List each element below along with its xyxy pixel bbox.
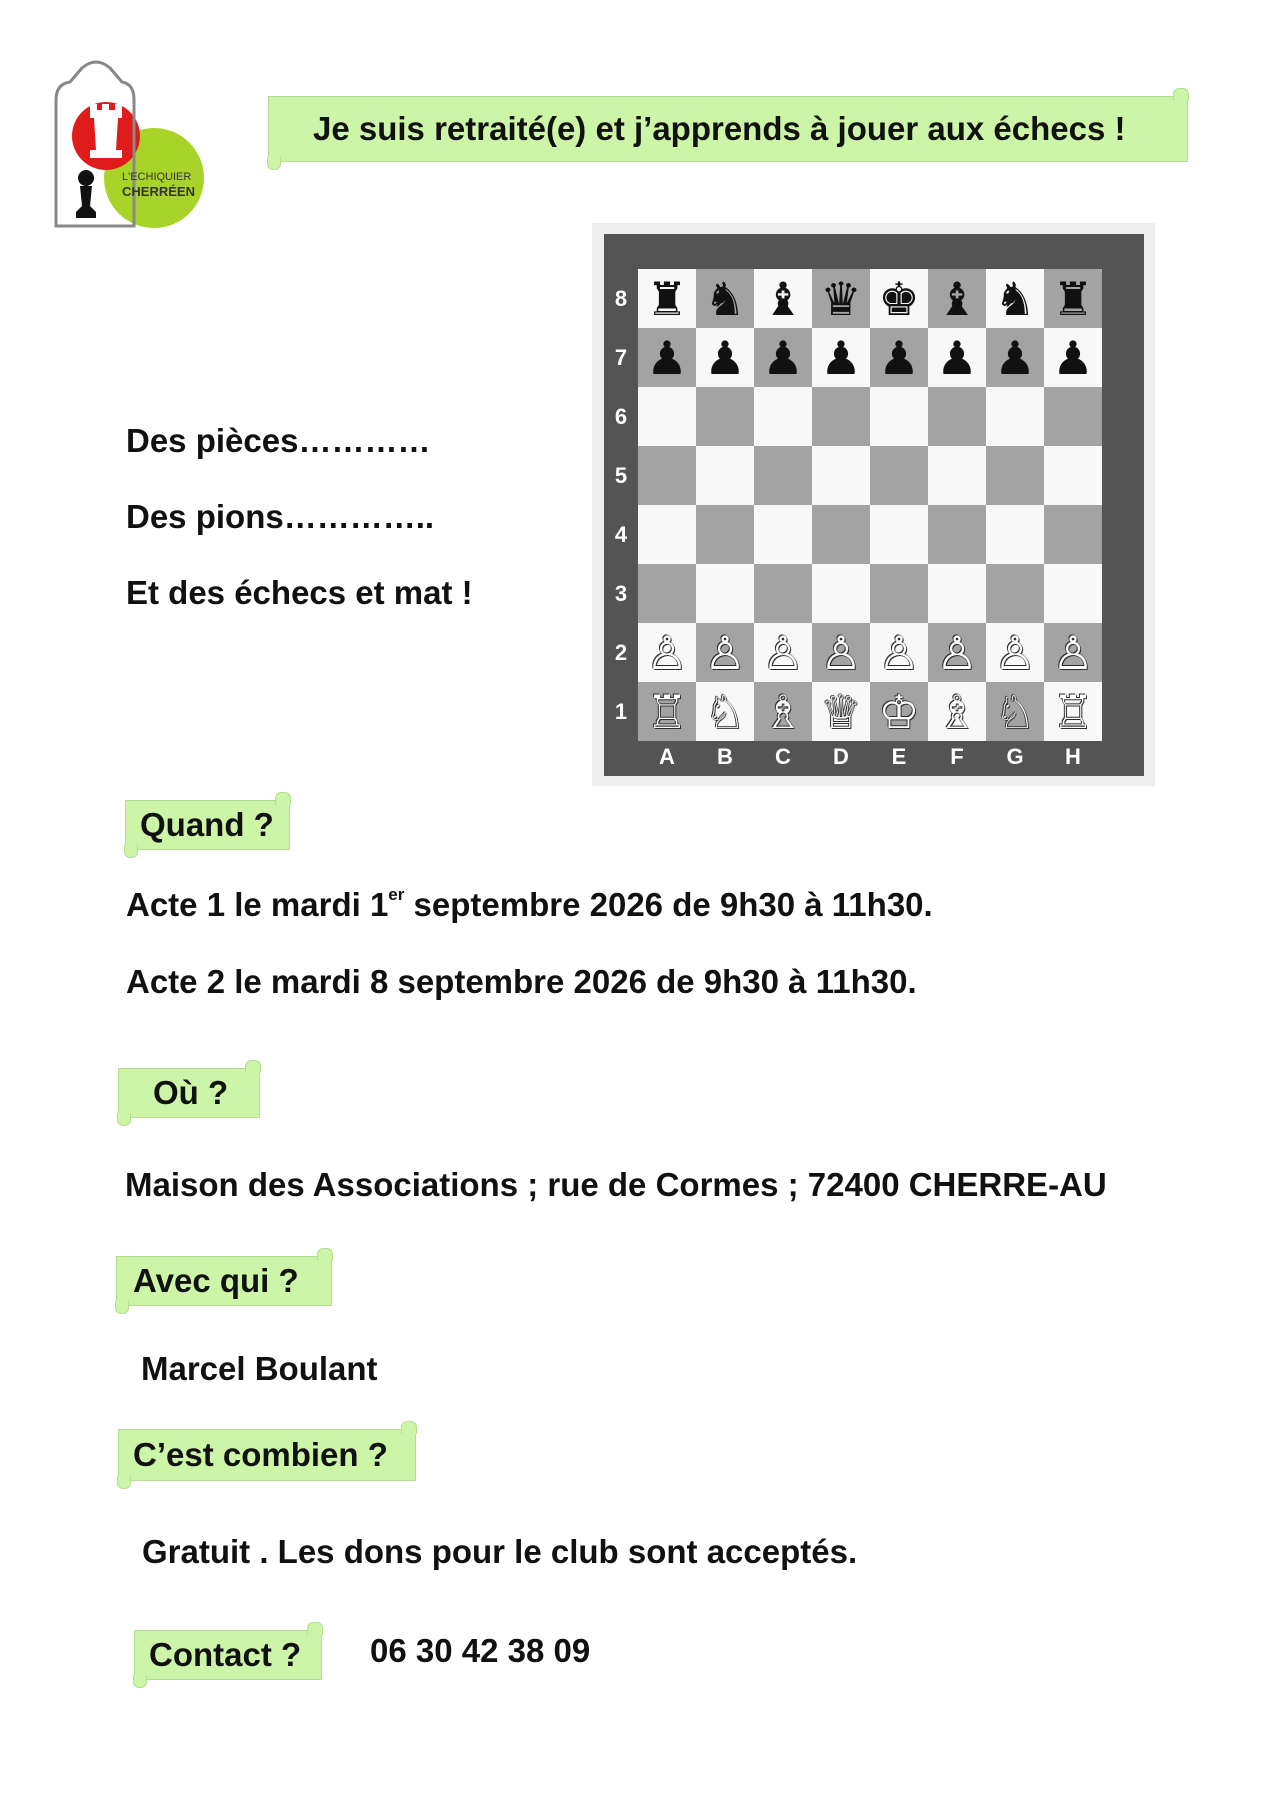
session-1-text <box>126 885 933 923</box>
square-a8: ♜ <box>638 269 696 328</box>
square-a2: ♙ <box>638 623 696 682</box>
square-d8: ♛ <box>812 269 870 328</box>
square-g6 <box>986 387 1044 446</box>
square-d3 <box>812 564 870 623</box>
rank-label-2: 2 <box>614 640 628 665</box>
square-b6 <box>696 387 754 446</box>
square-d2: ♙ <box>812 623 870 682</box>
headline-banner <box>268 96 1188 162</box>
file-label-e: E <box>891 744 907 769</box>
square-d6 <box>812 387 870 446</box>
contact-banner <box>134 1630 322 1680</box>
square-e3 <box>870 564 928 623</box>
file-label-a: A <box>659 744 675 769</box>
square-b5 <box>696 446 754 505</box>
when-banner <box>125 800 290 850</box>
rank-label-5: 5 <box>614 463 628 488</box>
address-text: Maison des Associations ; rue de Cormes ; 72400 CHERRE-AU <box>125 1166 1107 1203</box>
square-f5 <box>928 446 986 505</box>
square-h3 <box>1044 564 1102 623</box>
square-c7: ♟ <box>754 328 812 387</box>
square-f1: ♗ <box>928 682 986 741</box>
rank-label-6: 6 <box>614 404 628 429</box>
contact-label: Contact ? <box>149 1636 302 1673</box>
headline-text: Je suis retraité(e) et j’apprends à jouer aux échecs ! <box>313 110 1126 147</box>
square-d1: ♕ <box>812 682 870 741</box>
square-f8: ♝ <box>928 269 986 328</box>
square-e5 <box>870 446 928 505</box>
square-g4 <box>986 505 1044 564</box>
square-b4 <box>696 505 754 564</box>
square-c3 <box>754 564 812 623</box>
square-h7: ♟ <box>1044 328 1102 387</box>
square-b2: ♙ <box>696 623 754 682</box>
square-g7: ♟ <box>986 328 1044 387</box>
square-c8: ♝ <box>754 269 812 328</box>
logo-emblem <box>52 60 212 240</box>
intro-line-mat: Et des échecs et mat ! <box>126 574 473 611</box>
square-g8: ♞ <box>986 269 1044 328</box>
intro-line-pieces: Des pièces………… <box>126 422 431 459</box>
logo-text-line2: CHERRÉEN <box>122 184 195 199</box>
square-a5 <box>638 446 696 505</box>
with-label: Avec qui ? <box>133 1262 299 1299</box>
contact-phone: 06 30 42 38 09 <box>370 1632 591 1669</box>
square-a4 <box>638 505 696 564</box>
file-label-d: D <box>833 744 849 769</box>
square-g5 <box>986 446 1044 505</box>
file-label-h: H <box>1065 744 1081 769</box>
square-h4 <box>1044 505 1102 564</box>
file-label-c: C <box>775 744 791 769</box>
session-2-text: Acte 2 le mardi 8 septembre 2026 de 9h30 à 11h30. <box>126 963 917 1000</box>
square-c6 <box>754 387 812 446</box>
session-1-prefix: Acte 1 le mardi 1 <box>126 886 389 923</box>
rank-label-8: 8 <box>614 286 628 311</box>
square-a6 <box>638 387 696 446</box>
square-f3 <box>928 564 986 623</box>
chessboard <box>638 269 1102 741</box>
square-b1: ♘ <box>696 682 754 741</box>
square-g3 <box>986 564 1044 623</box>
price-text: Gratuit . Les dons pour le club sont acceptés. <box>142 1533 858 1570</box>
rank-label-7: 7 <box>614 345 628 370</box>
square-h5 <box>1044 446 1102 505</box>
square-e2: ♙ <box>870 623 928 682</box>
instructor-name: Marcel Boulant <box>141 1350 378 1387</box>
square-e7: ♟ <box>870 328 928 387</box>
square-h6 <box>1044 387 1102 446</box>
square-f7: ♟ <box>928 328 986 387</box>
square-c2: ♙ <box>754 623 812 682</box>
square-g2: ♙ <box>986 623 1044 682</box>
file-label-b: B <box>717 744 733 769</box>
square-e1: ♔ <box>870 682 928 741</box>
square-c4 <box>754 505 812 564</box>
square-h8: ♜ <box>1044 269 1102 328</box>
intro-line-pions: Des pions………….. <box>126 498 435 535</box>
square-d4 <box>812 505 870 564</box>
session-1-sup: er <box>388 885 405 904</box>
price-label: C’est combien ? <box>133 1436 388 1473</box>
where-banner <box>118 1068 260 1118</box>
square-e8: ♚ <box>870 269 928 328</box>
logo-text-line1: L'ECHIQUIER <box>122 171 192 183</box>
rank-label-1: 1 <box>614 699 628 724</box>
when-label: Quand ? <box>140 806 274 843</box>
square-a7: ♟ <box>638 328 696 387</box>
square-e6 <box>870 387 928 446</box>
square-d5 <box>812 446 870 505</box>
square-d7: ♟ <box>812 328 870 387</box>
file-label-g: G <box>1006 744 1024 769</box>
square-a1: ♖ <box>638 682 696 741</box>
square-b3 <box>696 564 754 623</box>
session-1-rest: septembre 2026 de 9h30 à 11h30. <box>404 886 933 923</box>
square-h2: ♙ <box>1044 623 1102 682</box>
square-c1: ♗ <box>754 682 812 741</box>
file-label-f: F <box>950 744 964 769</box>
rank-label-4: 4 <box>614 522 628 547</box>
square-g1: ♘ <box>986 682 1044 741</box>
square-c5 <box>754 446 812 505</box>
with-banner <box>116 1256 332 1306</box>
where-label: Où ? <box>153 1074 229 1111</box>
square-f2: ♙ <box>928 623 986 682</box>
square-f6 <box>928 387 986 446</box>
rank-label-3: 3 <box>614 581 628 606</box>
price-banner <box>118 1429 416 1481</box>
square-b8: ♞ <box>696 269 754 328</box>
square-h1: ♖ <box>1044 682 1102 741</box>
club-logo <box>52 60 212 240</box>
square-b7: ♟ <box>696 328 754 387</box>
square-f4 <box>928 505 986 564</box>
square-a3 <box>638 564 696 623</box>
square-e4 <box>870 505 928 564</box>
